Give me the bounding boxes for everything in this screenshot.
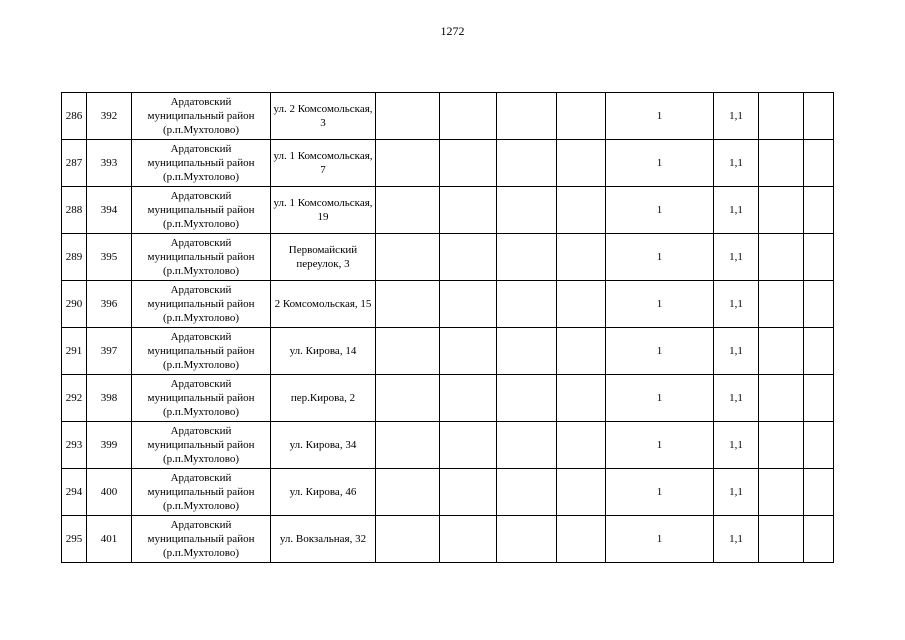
empty-cell — [376, 328, 440, 375]
address-cell: ул. Кирова, 34 — [271, 422, 376, 469]
empty-cell — [557, 516, 606, 563]
empty-cell — [376, 234, 440, 281]
empty-cell — [557, 140, 606, 187]
empty-cell — [557, 187, 606, 234]
quantity-cell: 1 — [606, 328, 714, 375]
empty-cell — [804, 234, 834, 281]
district-cell: Ардатовский муниципальный район (р.п.Мухтолово) — [132, 234, 271, 281]
empty-cell — [557, 469, 606, 516]
empty-cell — [804, 281, 834, 328]
empty-cell — [440, 469, 497, 516]
empty-cell — [497, 93, 557, 140]
row-number-cell: 287 — [62, 140, 87, 187]
object-id-cell: 397 — [87, 328, 132, 375]
empty-cell — [440, 93, 497, 140]
empty-cell — [376, 422, 440, 469]
empty-cell — [440, 422, 497, 469]
value-cell: 1,1 — [714, 422, 759, 469]
district-cell: Ардатовский муниципальный район (р.п.Мухтолово) — [132, 516, 271, 563]
empty-cell — [376, 93, 440, 140]
address-cell: ул. 2 Комсомольская, 3 — [271, 93, 376, 140]
empty-cell — [804, 422, 834, 469]
empty-cell — [376, 516, 440, 563]
table-row — [62, 281, 834, 328]
empty-cell — [497, 469, 557, 516]
empty-cell — [759, 422, 804, 469]
district-cell: Ардатовский муниципальный район (р.п.Мухтолово) — [132, 93, 271, 140]
table-row — [62, 93, 834, 140]
empty-cell — [557, 328, 606, 375]
empty-cell — [759, 328, 804, 375]
row-number-cell: 294 — [62, 469, 87, 516]
row-number-cell: 289 — [62, 234, 87, 281]
empty-cell — [759, 375, 804, 422]
empty-cell — [804, 140, 834, 187]
row-number-cell: 290 — [62, 281, 87, 328]
empty-cell — [497, 375, 557, 422]
row-number-cell: 295 — [62, 516, 87, 563]
row-number-cell: 293 — [62, 422, 87, 469]
empty-cell — [440, 140, 497, 187]
table-row — [62, 187, 834, 234]
empty-cell — [440, 234, 497, 281]
address-cell: пер.Кирова, 2 — [271, 375, 376, 422]
empty-cell — [376, 469, 440, 516]
object-id-cell: 393 — [87, 140, 132, 187]
object-id-cell: 396 — [87, 281, 132, 328]
object-id-cell: 392 — [87, 93, 132, 140]
empty-cell — [376, 140, 440, 187]
value-cell: 1,1 — [714, 328, 759, 375]
empty-cell — [804, 375, 834, 422]
empty-cell — [497, 281, 557, 328]
empty-cell — [557, 234, 606, 281]
empty-cell — [804, 516, 834, 563]
district-cell: Ардатовский муниципальный район (р.п.Мухтолово) — [132, 187, 271, 234]
district-cell: Ардатовский муниципальный район (р.п.Мухтолово) — [132, 281, 271, 328]
empty-cell — [759, 93, 804, 140]
row-number-cell: 292 — [62, 375, 87, 422]
address-cell: Первомайский переулок, 3 — [271, 234, 376, 281]
empty-cell — [440, 187, 497, 234]
value-cell: 1,1 — [714, 93, 759, 140]
empty-cell — [440, 375, 497, 422]
table-row — [62, 375, 834, 422]
register-table — [61, 92, 834, 563]
empty-cell — [376, 187, 440, 234]
address-cell: 2 Комсомольская, 15 — [271, 281, 376, 328]
object-id-cell: 400 — [87, 469, 132, 516]
empty-cell — [804, 469, 834, 516]
quantity-cell: 1 — [606, 469, 714, 516]
empty-cell — [376, 281, 440, 328]
object-id-cell: 401 — [87, 516, 132, 563]
empty-cell — [440, 328, 497, 375]
table-row — [62, 234, 834, 281]
address-cell: ул. Вокзальная, 32 — [271, 516, 376, 563]
address-cell: ул. Кирова, 46 — [271, 469, 376, 516]
object-id-cell: 399 — [87, 422, 132, 469]
empty-cell — [440, 516, 497, 563]
quantity-cell: 1 — [606, 281, 714, 328]
empty-cell — [497, 140, 557, 187]
object-id-cell: 395 — [87, 234, 132, 281]
empty-cell — [497, 328, 557, 375]
page-number: 1272 — [440, 24, 465, 38]
quantity-cell: 1 — [606, 140, 714, 187]
empty-cell — [804, 93, 834, 140]
value-cell: 1,1 — [714, 375, 759, 422]
value-cell: 1,1 — [714, 187, 759, 234]
value-cell: 1,1 — [714, 140, 759, 187]
value-cell: 1,1 — [714, 281, 759, 328]
district-cell: Ардатовский муниципальный район (р.п.Мухтолово) — [132, 328, 271, 375]
empty-cell — [497, 234, 557, 281]
table-row — [62, 140, 834, 187]
empty-cell — [557, 281, 606, 328]
address-cell: ул. Кирова, 14 — [271, 328, 376, 375]
empty-cell — [759, 469, 804, 516]
empty-cell — [497, 422, 557, 469]
district-cell: Ардатовский муниципальный район (р.п.Мухтолово) — [132, 375, 271, 422]
empty-cell — [759, 234, 804, 281]
row-number-cell: 288 — [62, 187, 87, 234]
empty-cell — [557, 422, 606, 469]
row-number-cell: 286 — [62, 93, 87, 140]
table-row — [62, 516, 834, 563]
empty-cell — [804, 328, 834, 375]
quantity-cell: 1 — [606, 93, 714, 140]
empty-cell — [497, 516, 557, 563]
quantity-cell: 1 — [606, 516, 714, 563]
empty-cell — [804, 187, 834, 234]
empty-cell — [759, 516, 804, 563]
value-cell: 1,1 — [714, 234, 759, 281]
object-id-cell: 394 — [87, 187, 132, 234]
district-cell: Ардатовский муниципальный район (р.п.Мухтолово) — [132, 469, 271, 516]
quantity-cell: 1 — [606, 375, 714, 422]
empty-cell — [759, 281, 804, 328]
table-row — [62, 328, 834, 375]
value-cell: 1,1 — [714, 516, 759, 563]
empty-cell — [440, 281, 497, 328]
empty-cell — [557, 375, 606, 422]
district-cell: Ардатовский муниципальный район (р.п.Мухтолово) — [132, 422, 271, 469]
row-number-cell: 291 — [62, 328, 87, 375]
value-cell: 1,1 — [714, 469, 759, 516]
quantity-cell: 1 — [606, 422, 714, 469]
district-cell: Ардатовский муниципальный район (р.п.Мухтолово) — [132, 140, 271, 187]
object-id-cell: 398 — [87, 375, 132, 422]
empty-cell — [376, 375, 440, 422]
empty-cell — [497, 187, 557, 234]
quantity-cell: 1 — [606, 187, 714, 234]
address-cell: ул. 1 Комсомольская, 7 — [271, 140, 376, 187]
quantity-cell: 1 — [606, 234, 714, 281]
empty-cell — [759, 187, 804, 234]
empty-cell — [759, 140, 804, 187]
address-cell: ул. 1 Комсомольская, 19 — [271, 187, 376, 234]
table-row — [62, 422, 834, 469]
empty-cell — [557, 93, 606, 140]
table-row — [62, 469, 834, 516]
